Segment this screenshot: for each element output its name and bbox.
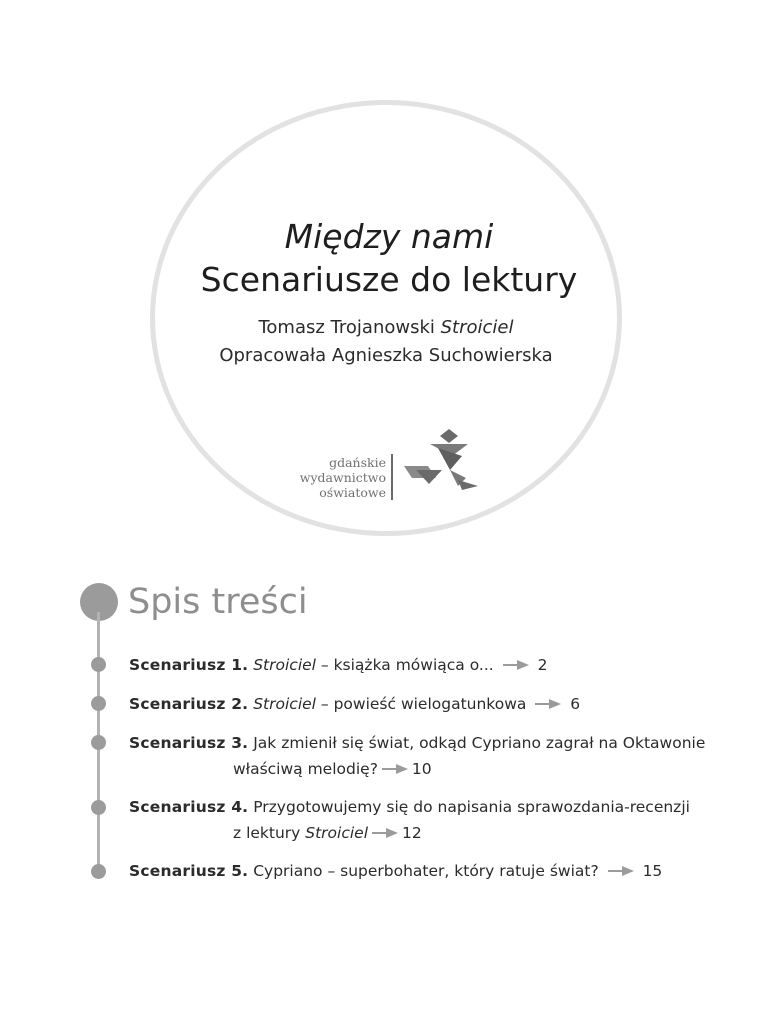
toc-entry-4[interactable] (129, 794, 690, 846)
toc-bullet (91, 735, 106, 750)
compiled-by: Opracowała Agnieszka Suchowierska (219, 345, 553, 366)
toc-entry-label: Scenariusz 5. (129, 862, 249, 880)
book-title: Stroiciel (440, 317, 514, 338)
toc-entry-title: – książka mówiąca o... (315, 656, 494, 674)
toc-entry-title: Jak zmienił się świat, odkąd Cypriano zagrał na Oktawonie (253, 734, 706, 752)
toc-entry-label: Scenariusz 3. (129, 734, 249, 752)
tangram-figure-icon (402, 426, 482, 492)
toc-entry-label: Scenariusz 1. (129, 656, 249, 674)
toc-entry-1[interactable] (129, 652, 547, 678)
toc-entry-page: 2 (537, 656, 548, 674)
toc-entry-page: 6 (570, 695, 581, 713)
toc-entry-continuation (129, 820, 690, 846)
publisher-line-2: wydawnictwo (299, 470, 386, 485)
arrow-right-icon (535, 699, 561, 709)
series-title: Między nami (284, 217, 494, 256)
toc-entry-title-cont: z lektury (233, 824, 306, 842)
toc-entry-title-italic: Stroiciel (253, 695, 316, 713)
toc-entry-continuation (129, 756, 705, 782)
author-block (0, 314, 768, 370)
toc-bullet (91, 800, 106, 815)
author-line (0, 314, 768, 342)
toc-entry-title-italic: Stroiciel (305, 824, 369, 842)
toc-entry-3[interactable] (129, 730, 705, 782)
toc-entry-title: – powieść wielogatunkowa (315, 695, 527, 713)
publisher-name (292, 455, 386, 500)
toc-entry-page: 10 (411, 760, 432, 778)
publisher-line-3: oświatowe (319, 485, 386, 500)
toc-entry-page: 15 (642, 862, 663, 880)
toc-entry-title: Cypriano – superbohater, który ratuje świat? (253, 862, 599, 880)
toc-bullet (91, 696, 106, 711)
arrow-right-icon (608, 866, 634, 876)
title-block (0, 214, 768, 300)
toc-entry-page: 12 (402, 824, 422, 842)
subtitle: Scenariusze do lektury (200, 260, 578, 299)
toc-heading: Spis treści (128, 582, 308, 622)
publisher-line-1: gdańskie (329, 455, 386, 470)
arrow-right-icon (382, 764, 408, 774)
toc-entry-2[interactable] (129, 691, 580, 717)
author-name: Tomasz Trojanowski (258, 317, 441, 338)
arrow-right-icon (503, 660, 529, 670)
toc-entry-title-cont: właściwą melodię? (233, 760, 378, 778)
toc-bullet (91, 864, 106, 879)
publisher-divider (391, 454, 393, 500)
toc-entry-5[interactable] (129, 858, 662, 884)
toc-bullet (91, 657, 106, 672)
toc-entry-title: Przygotowujemy się do napisania sprawozdania-recenzji (253, 798, 690, 816)
toc-entry-label: Scenariusz 2. (129, 695, 249, 713)
arrow-right-icon (372, 828, 398, 838)
toc-entry-label: Scenariusz 4. (129, 798, 249, 816)
toc-entry-title-italic: Stroiciel (253, 656, 316, 674)
